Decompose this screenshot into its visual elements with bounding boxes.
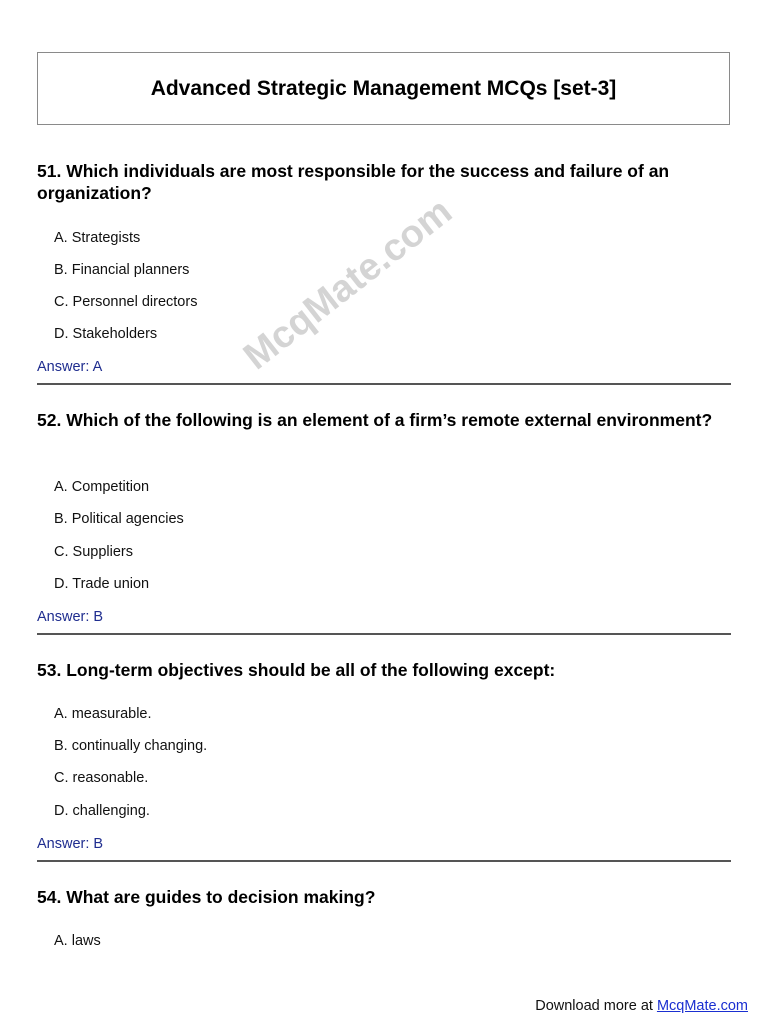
answer: Answer: B (37, 609, 104, 625)
option-d: D. Trade union (54, 576, 150, 592)
option-b: B. continually changing. (54, 738, 208, 754)
question-text: 53. Long-term objectives should be all of the following except: (37, 660, 556, 680)
divider (37, 383, 731, 385)
title-box (37, 52, 730, 125)
question-52 (37, 409, 731, 625)
option-b: B. Financial planners (54, 262, 190, 278)
option-c: C. reasonable. (54, 770, 149, 786)
footer-link[interactable]: McqMate.com (656, 998, 748, 1014)
answer: Answer: B (37, 836, 104, 852)
option-a: A. laws (54, 933, 101, 949)
question-54 (37, 886, 731, 949)
option-d: D. challenging. (54, 803, 150, 819)
answer: Answer: A (37, 359, 103, 375)
option-c: C. Suppliers (54, 544, 133, 560)
footer (535, 998, 748, 1014)
question-text: 52. Which of the following is an element of a firm’s remote external environment? (37, 410, 713, 430)
question-text: 51. Which individuals are most responsible for the success and failure of an organization? (37, 161, 670, 203)
option-a: A. measurable. (54, 706, 152, 722)
option-b: B. Political agencies (54, 511, 184, 527)
page-title: Advanced Strategic Management MCQs [set-3] (150, 76, 617, 100)
footer-prefix: Download more at (535, 998, 657, 1014)
question-53 (37, 659, 731, 852)
divider (37, 633, 731, 635)
option-c: C. Personnel directors (54, 294, 198, 310)
watermark: McqMate.com (236, 190, 460, 379)
option-d: D. Stakeholders (54, 326, 158, 342)
divider (37, 860, 731, 862)
question-text: 54. What are guides to decision making? (37, 887, 376, 907)
option-a: A. Competition (54, 479, 150, 495)
option-a: A. Strategists (54, 230, 141, 246)
